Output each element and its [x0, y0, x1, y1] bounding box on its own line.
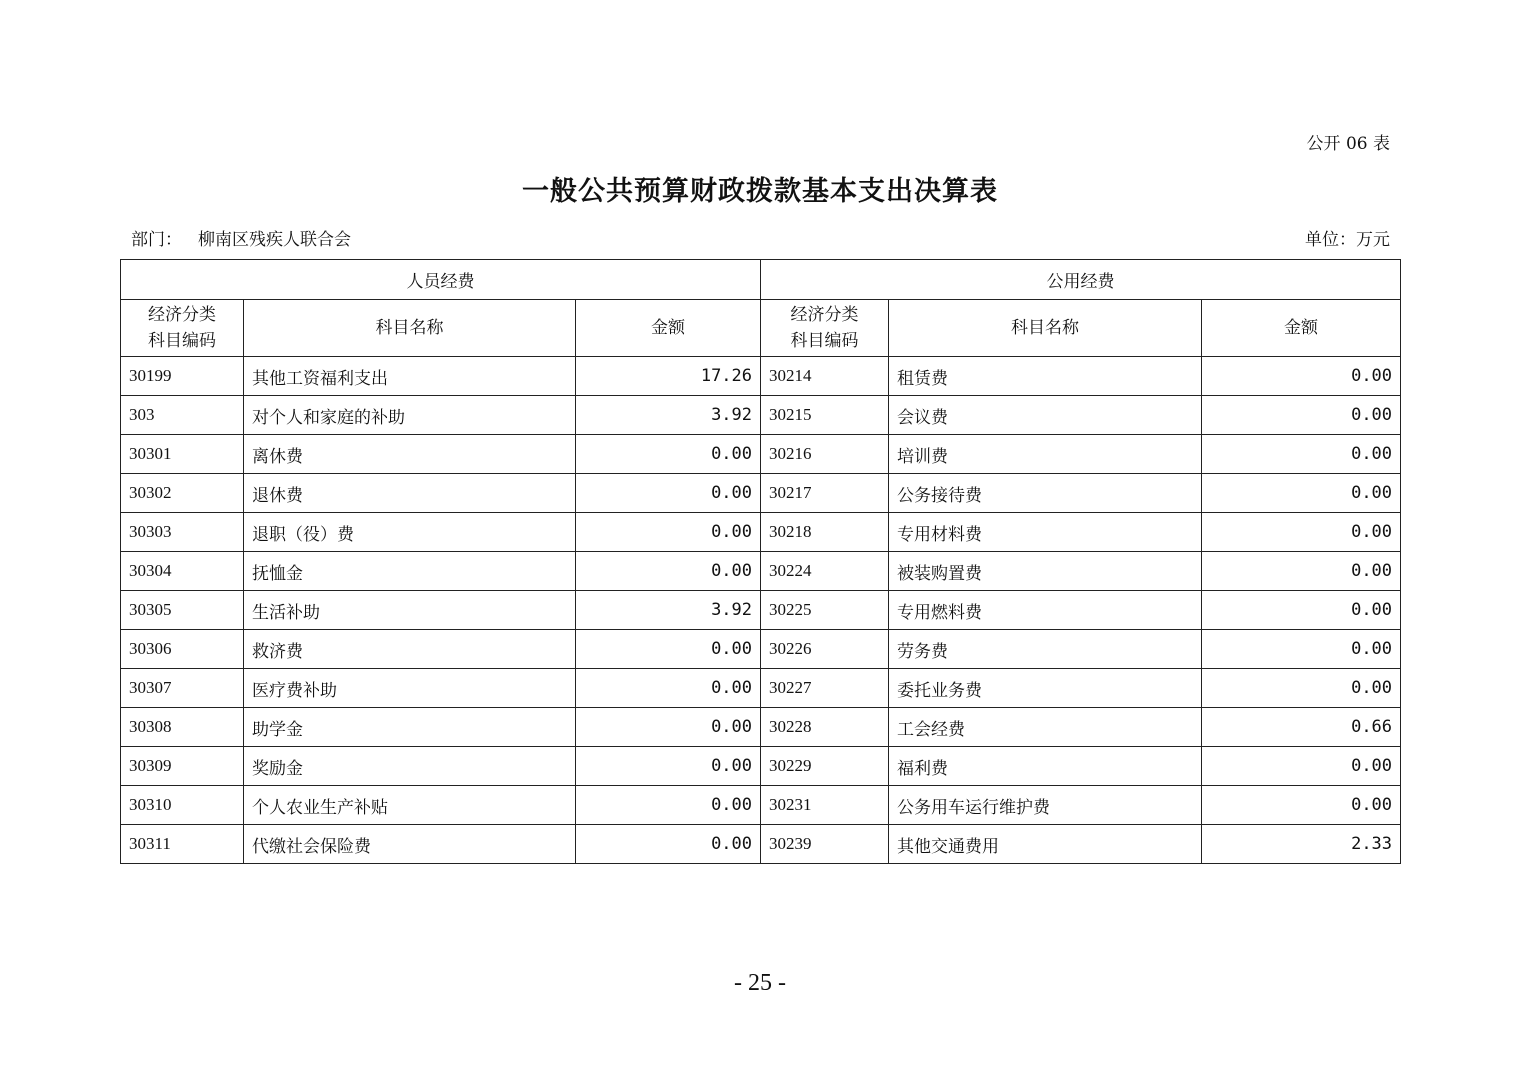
personnel-amount-cell: 0.00 — [576, 669, 761, 708]
group-header-row — [121, 260, 1401, 300]
personnel-name-cell: 退休费 — [244, 474, 576, 513]
personnel-code-cell: 30306 — [121, 630, 244, 669]
personnel-amount-header: 金额 — [576, 300, 761, 357]
table-row — [121, 552, 1401, 591]
public-amount-cell: 0.00 — [1202, 357, 1401, 396]
table-row — [121, 591, 1401, 630]
table-row — [121, 747, 1401, 786]
personnel-amount-cell: 0.00 — [576, 630, 761, 669]
public-name-header: 科目名称 — [889, 300, 1202, 357]
public-name-cell: 租赁费 — [889, 357, 1202, 396]
personnel-amount-cell: 0.00 — [576, 825, 761, 864]
personnel-code-cell: 30302 — [121, 474, 244, 513]
public-name-cell: 专用材料费 — [889, 513, 1202, 552]
table-row — [121, 630, 1401, 669]
personnel-amount-cell: 0.00 — [576, 747, 761, 786]
public-name-cell: 专用燃料费 — [889, 591, 1202, 630]
personnel-amount-cell: 0.00 — [576, 435, 761, 474]
personnel-name-cell: 代缴社会保险费 — [244, 825, 576, 864]
table-row — [121, 396, 1401, 435]
personnel-code-cell: 30301 — [121, 435, 244, 474]
public-amount-cell: 0.00 — [1202, 669, 1401, 708]
personnel-code-cell: 30311 — [121, 825, 244, 864]
public-name-cell: 会议费 — [889, 396, 1202, 435]
personnel-name-cell: 生活补助 — [244, 591, 576, 630]
public-name-cell: 被装购置费 — [889, 552, 1202, 591]
table-row — [121, 357, 1401, 396]
code-header-line2: 科目编码 — [148, 331, 216, 351]
table-row — [121, 435, 1401, 474]
department-line — [131, 229, 351, 251]
personnel-group-header: 人员经费 — [121, 260, 761, 300]
public-code-cell: 30214 — [761, 357, 889, 396]
personnel-code-cell: 30304 — [121, 552, 244, 591]
personnel-code-cell: 303 — [121, 396, 244, 435]
table-row — [121, 825, 1401, 864]
public-amount-cell: 0.00 — [1202, 435, 1401, 474]
public-amount-cell: 0.00 — [1202, 396, 1401, 435]
public-name-cell: 其他交通费用 — [889, 825, 1202, 864]
personnel-code-cell: 30199 — [121, 357, 244, 396]
personnel-amount-cell: 0.00 — [576, 474, 761, 513]
personnel-name-cell: 救济费 — [244, 630, 576, 669]
public-amount-cell: 0.00 — [1202, 552, 1401, 591]
page-number: - 25 - — [734, 970, 786, 996]
unit-label: 单位：万元 — [1305, 230, 1390, 250]
form-id: 公开 06 表 — [1306, 134, 1390, 154]
public-code-cell: 30229 — [761, 747, 889, 786]
personnel-code-cell: 30305 — [121, 591, 244, 630]
department-label: 部门： — [131, 230, 182, 250]
public-code-cell: 30217 — [761, 474, 889, 513]
personnel-amount-cell: 17.26 — [576, 357, 761, 396]
personnel-name-cell: 奖励金 — [244, 747, 576, 786]
public-amount-cell: 0.66 — [1202, 708, 1401, 747]
column-header-row — [121, 300, 1401, 357]
table-row — [121, 786, 1401, 825]
public-amount-cell: 0.00 — [1202, 474, 1401, 513]
public-code-cell: 30216 — [761, 435, 889, 474]
personnel-name-cell: 其他工资福利支出 — [244, 357, 576, 396]
public-code-cell: 30226 — [761, 630, 889, 669]
page-title: 一般公共预算财政拨款基本支出决算表 — [522, 176, 998, 207]
code-header-line1: 经济分类 — [790, 305, 859, 325]
public-amount-cell: 0.00 — [1202, 786, 1401, 825]
table-row — [121, 474, 1401, 513]
table-row — [121, 513, 1401, 552]
public-code-cell: 30224 — [761, 552, 889, 591]
personnel-amount-cell: 0.00 — [576, 513, 761, 552]
personnel-name-cell: 离休费 — [244, 435, 576, 474]
public-amount-header: 金额 — [1202, 300, 1401, 357]
public-code-cell: 30239 — [761, 825, 889, 864]
public-amount-cell: 0.00 — [1202, 591, 1401, 630]
personnel-name-cell: 助学金 — [244, 708, 576, 747]
code-header-line1: 经济分类 — [148, 305, 216, 325]
personnel-code-header — [121, 300, 244, 357]
public-name-cell: 公务用车运行维护费 — [889, 786, 1202, 825]
personnel-code-cell: 30307 — [121, 669, 244, 708]
public-name-cell: 劳务费 — [889, 630, 1202, 669]
public-name-cell: 培训费 — [889, 435, 1202, 474]
expenditure-table — [120, 259, 1401, 864]
public-code-header — [761, 300, 889, 357]
personnel-amount-cell: 3.92 — [576, 591, 761, 630]
personnel-code-cell: 30309 — [121, 747, 244, 786]
public-name-cell: 公务接待费 — [889, 474, 1202, 513]
personnel-name-cell: 退职（役）费 — [244, 513, 576, 552]
personnel-amount-cell: 0.00 — [576, 786, 761, 825]
table-row — [121, 669, 1401, 708]
personnel-name-cell: 个人农业生产补贴 — [244, 786, 576, 825]
public-amount-cell: 0.00 — [1202, 513, 1401, 552]
public-code-cell: 30218 — [761, 513, 889, 552]
personnel-amount-cell: 3.92 — [576, 396, 761, 435]
public-name-cell: 福利费 — [889, 747, 1202, 786]
personnel-name-header: 科目名称 — [244, 300, 576, 357]
personnel-name-cell: 抚恤金 — [244, 552, 576, 591]
public-code-cell: 30228 — [761, 708, 889, 747]
personnel-code-cell: 30310 — [121, 786, 244, 825]
public-code-cell: 30231 — [761, 786, 889, 825]
table-body — [121, 357, 1401, 864]
personnel-code-cell: 30303 — [121, 513, 244, 552]
personnel-name-cell: 对个人和家庭的补助 — [244, 396, 576, 435]
public-amount-cell: 2.33 — [1202, 825, 1401, 864]
personnel-name-cell: 医疗费补助 — [244, 669, 576, 708]
public-group-header: 公用经费 — [761, 260, 1401, 300]
personnel-amount-cell: 0.00 — [576, 708, 761, 747]
public-code-cell: 30227 — [761, 669, 889, 708]
public-code-cell: 30225 — [761, 591, 889, 630]
public-name-cell: 委托业务费 — [889, 669, 1202, 708]
table-row — [121, 708, 1401, 747]
public-name-cell: 工会经费 — [889, 708, 1202, 747]
personnel-amount-cell: 0.00 — [576, 552, 761, 591]
personnel-code-cell: 30308 — [121, 708, 244, 747]
public-code-cell: 30215 — [761, 396, 889, 435]
department-value: 柳南区残疾人联合会 — [198, 230, 351, 250]
public-amount-cell: 0.00 — [1202, 747, 1401, 786]
public-amount-cell: 0.00 — [1202, 630, 1401, 669]
code-header-line2: 科目编码 — [790, 331, 859, 351]
